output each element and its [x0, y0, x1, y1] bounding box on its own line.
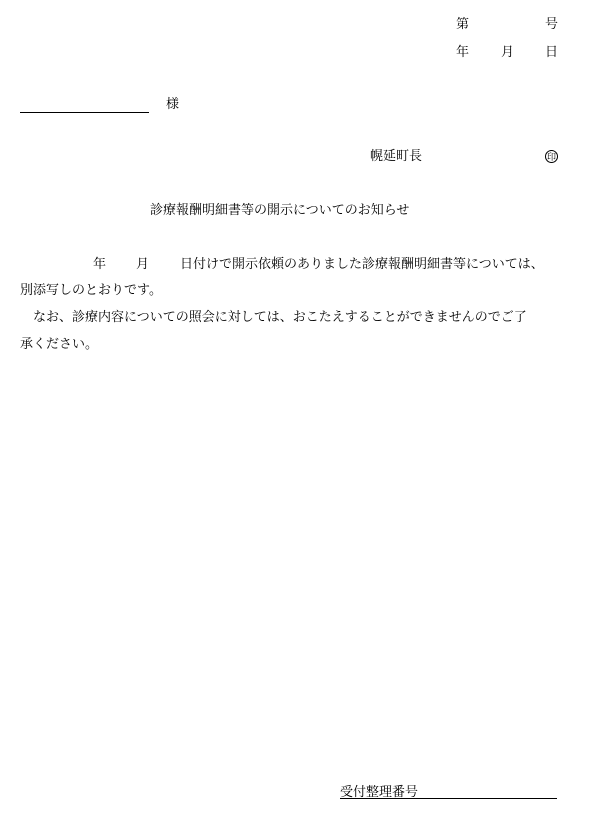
- body-line-4: 承ください。: [20, 337, 99, 352]
- number-prefix-label: 第: [456, 17, 470, 32]
- body-line-2: 別添写しのとおりです。: [20, 283, 162, 298]
- date-year-label: 年: [456, 45, 470, 60]
- date-day-label: 日: [545, 45, 559, 60]
- body-month-label: 月: [136, 257, 150, 272]
- addressee-blank-line: [20, 112, 149, 113]
- seal-mark: [545, 150, 558, 163]
- document-title: 診療報酬明細書等の開示についてのお知らせ: [150, 203, 410, 218]
- body-line-3: なお、診療内容についての照会に対しては、おこたえすることができませんのでご了: [20, 310, 527, 325]
- seal-glyph: 印: [546, 153, 557, 163]
- receipt-number-line: [340, 798, 557, 799]
- addressee-honorific: 様: [166, 97, 180, 112]
- number-suffix-label: 号: [545, 17, 559, 32]
- body-line-1: 日付けで開示依頼のありました診療報酬明細書等については、: [180, 257, 544, 272]
- date-month-label: 月: [501, 45, 515, 60]
- body-year-label: 年: [93, 257, 107, 272]
- receipt-number-label: 受付整理番号: [340, 785, 419, 800]
- seal-icon: [545, 150, 558, 163]
- issuer-name: 幌延町長: [370, 149, 423, 164]
